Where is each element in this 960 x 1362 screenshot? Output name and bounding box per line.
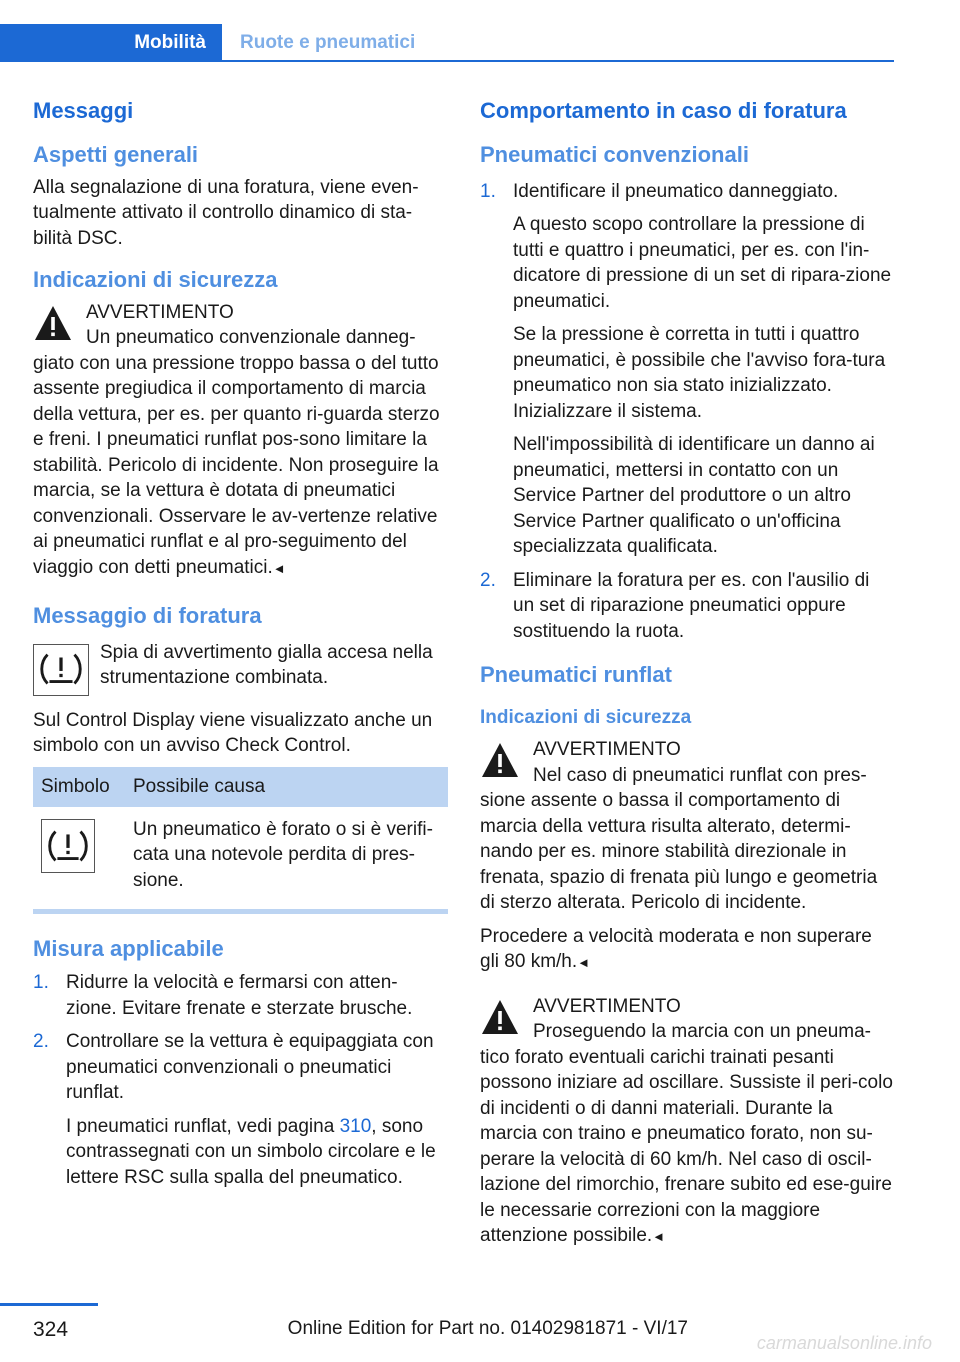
step-text: Se la pressione è corretta in tutti i quattro pneumatici, è possibile che l'avviso fora-tura pneumatico non sia stato inizializzato. Inizializzare il sistema. <box>513 324 886 422</box>
warning-triangle-icon <box>480 741 520 779</box>
left-column <box>33 98 448 1198</box>
warning-body-2 <box>480 924 895 976</box>
list-item <box>480 179 895 560</box>
step-text: Eliminare la foratura per es. con l'ausilio di un set di riparazione pneumatici oppure sostituendo la ruota. <box>513 569 870 642</box>
warning-body <box>480 1045 895 1250</box>
step-text: Controllare se la vettura è equipaggiata con pneumatici convenzionali o pneumatici runflat. <box>66 1031 434 1104</box>
header-tab-label: Mobilità <box>134 32 206 53</box>
warning-body-2-text: Procedere a velocità moderata e non superare gli 80 km/h. <box>480 925 872 973</box>
end-marker: ◄ <box>652 1229 666 1245</box>
heading-aspetti-generali: Aspetti generali <box>33 142 199 168</box>
heading-indicazioni-sicurezza-runflat: Indicazioni di sicurezza <box>480 706 692 728</box>
tire-pressure-warning-icon <box>41 819 95 873</box>
table-cell-cause: Un pneumatico è forato o si è verifi-cata una notevole perdita di pres-sione. <box>133 818 433 891</box>
step-number: 2. <box>480 569 496 591</box>
page-link-310[interactable]: 310 <box>339 1115 372 1137</box>
header-tab-mobilita[interactable] <box>0 24 222 62</box>
warning-block-1 <box>33 300 448 582</box>
step-text: Identificare il pneumatico danneggiato. <box>513 180 839 202</box>
step-note-text-end: , sono contrassegnati con un simbolo circolare e le lettere RSC sulla spalla del pneumatico. <box>66 1115 436 1188</box>
watermark: carmanualsonline.info <box>756 1333 932 1353</box>
step-number: 1. <box>33 972 49 994</box>
step-note-text: I pneumatici runflat, vedi pagina <box>66 1115 340 1137</box>
warning-body <box>33 351 448 582</box>
step-text: Ridurre la velocità e fermarsi con atten-zione. Evitare frenate e sterzate brusche. <box>66 972 413 1019</box>
warning-lead: Proseguendo la marcia con un pneuma- <box>533 1021 871 1043</box>
warning-title: AVVERTIMENTO <box>533 739 681 761</box>
aspetti-text: Alla segnalazione di una foratura, viene even-tualmente attivato il controllo dinamico di sta-bilità DSC. <box>33 176 419 249</box>
heading-messaggio-foratura: Messaggio di foratura <box>33 603 262 629</box>
indicator-text: Spia di avvertimento gialla accesa nella strumentazione combinata. <box>100 641 433 689</box>
warning-body: sione assente o bassa il comportamento di marcia della vettura risulta alterato, determi-nando per es. minore stabilità direzionale in frenata, spazio di frenata più lungo e geometria di sterzo alterata. Pericolo di incidente. <box>480 790 878 914</box>
warning-lead: Un pneumatico convenzionale danneg- <box>86 327 416 349</box>
tire-pressure-warning-icon <box>33 644 89 696</box>
measure-steps <box>33 970 448 1190</box>
warning-block-3 <box>480 994 895 1250</box>
warning-body-text: giato con una pressione troppo bassa o del tutto assente pregiudica il comportamento di marcia della vettura, per es. per quanto ri-guarda sterzo e freni. I pneumatici runflat pos-sono limitare la stabilità. Pericolo di incidente. Non proseguire la marcia, se la vettura è dotata di pneumatici convenzionali. Osservare le av-vertenze relative ai pneumatici runflat e al pro-seguimento del viaggio con detti pneumatici. <box>33 352 440 578</box>
puncture-steps <box>480 179 895 645</box>
page-number: 324 <box>33 1318 69 1341</box>
edition-text: Online Edition for Part no. 01402981871 - VI/17 <box>287 1318 688 1339</box>
list-item <box>480 568 895 645</box>
heading-indicazioni-sicurezza: Indicazioni di sicurezza <box>33 267 278 293</box>
table-row <box>33 807 448 904</box>
heading-pneumatici-runflat: Pneumatici runflat <box>480 662 672 688</box>
heading-pneumatici-convenzionali: Pneumatici convenzionali <box>480 142 749 168</box>
list-item <box>33 970 448 1021</box>
symbol-table <box>33 767 448 904</box>
footer-rule <box>0 1303 98 1306</box>
list-item <box>33 1029 448 1190</box>
heading-comportamento: Comportamento in caso di foratura <box>480 98 847 123</box>
end-marker: ◄ <box>577 955 591 971</box>
warning-title: AVVERTIMENTO <box>533 995 681 1017</box>
step-text: A questo scopo controllare la pressione di tutti e quattro i pneumatici, per es. con l'in-dicatore di pressione di un set di ripara-zione pneumatici. <box>513 214 892 312</box>
warning-triangle-icon <box>33 304 73 342</box>
table-header-simbolo: Simbolo <box>33 767 125 807</box>
warning-lead: Nel caso di pneumatici runflat con pres- <box>533 764 867 786</box>
step-number: 1. <box>480 180 496 202</box>
control-display-text: Sul Control Display viene visualizzato anche un simbolo con un avviso Check Control. <box>33 709 433 757</box>
indicator-block <box>33 640 448 700</box>
warning-block-2 <box>480 737 895 976</box>
heading-misura-applicabile: Misura applicabile <box>33 936 224 962</box>
warning-title: AVVERTIMENTO <box>86 301 234 323</box>
table-cell-symbol <box>33 807 125 904</box>
table-header-causa: Possibile causa <box>125 767 448 807</box>
step-note <box>66 1114 448 1191</box>
end-marker: ◄ <box>272 560 286 576</box>
warning-body-text: tico forato eventuali carichi trainati pesanti possono iniziare ad oscillare. Sussiste il peri-colo di incidenti o di danni materiali. Durante la marcia con traino e pneumatico forato, non su-perare la velocità di 60 km/h. Nel caso di oscil-lazione del rimorchio, frenare subito ed ese-guire le necessarie correzioni con la maggiore attenzione possibile. <box>480 1046 893 1247</box>
step-number: 2. <box>33 1031 49 1053</box>
warning-triangle-icon <box>480 998 520 1036</box>
step-text: Nell'impossibilità di identificare un danno ai pneumatici, mettersi in contatto con un Service Partner del produttore o un altro Service Partner qualificato o un'officina specializzata qualificata. <box>513 434 875 558</box>
header-rule <box>222 60 894 62</box>
heading-messaggi: Messaggi <box>33 98 134 123</box>
right-column <box>480 98 895 1256</box>
table-bottom-rule <box>33 909 448 914</box>
header-section-title[interactable]: Ruote e pneumatici <box>240 32 416 53</box>
